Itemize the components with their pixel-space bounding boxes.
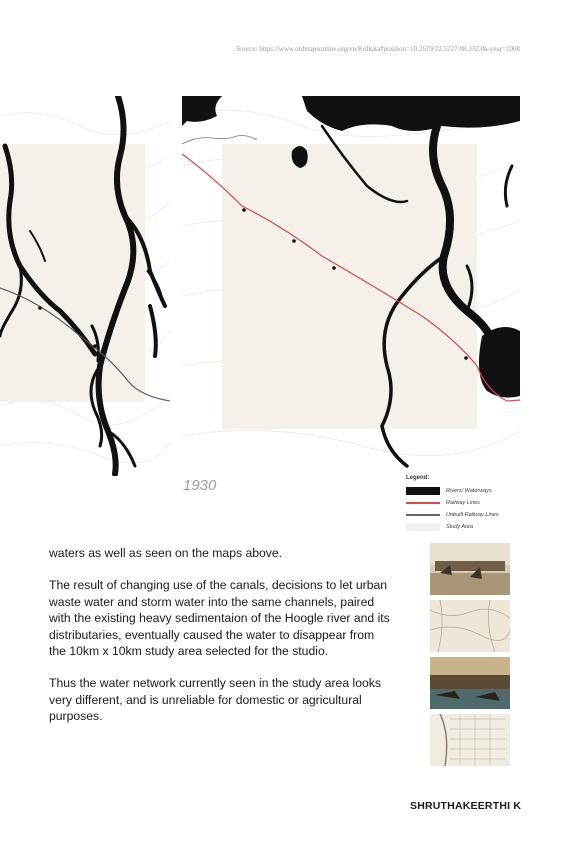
map-1930-left (0, 96, 170, 476)
legend-item-unbuilt-railway (406, 509, 536, 521)
historic-map-sketch (430, 600, 510, 652)
map-1930-right (182, 96, 520, 476)
map-legend (406, 475, 536, 533)
author-name: SHRUTHAKEERTHI K (410, 800, 522, 812)
north-arrow-icon (155, 456, 170, 476)
legend-label: Rivers/ Waterways (446, 488, 492, 494)
body-text (49, 545, 394, 741)
legend-swatch-study-area (406, 523, 440, 531)
legend-item-rivers (406, 485, 536, 497)
paragraph: waters as well as seen on the maps above. (49, 546, 283, 560)
paragraph: The result of changing use of the canals, decisions to let urban waste water and storm water into the same channels, paired with the existing heavy sedimentaion of the Hoogle river and its distributaries, eventually caused the water to disappear from the 10km x 10km study area selected for the studio. (49, 578, 390, 659)
legend-swatch-railway (406, 499, 440, 507)
legend-item-study-area (406, 521, 536, 533)
paragraph: Thus the water network currently seen in the study area looks very different, and is unreliable for domestic or agricultural purposes. (49, 676, 381, 724)
north-arrow-icon (504, 456, 520, 476)
source-citation: Source: https://www.oldmapsonline.org/en/Kolkata#position=10.2619/22.5227/88.3323&-year=1908 (236, 45, 520, 53)
legend-label: Study Area (446, 524, 474, 530)
legend-title: Legend: (406, 475, 430, 481)
legend-item-railway (406, 497, 536, 509)
historic-photo-strip (430, 543, 510, 771)
map-year-label: 1930 (183, 477, 217, 494)
map-right-canvas (182, 96, 520, 476)
legend-swatch-rivers (406, 487, 440, 495)
legend-swatch-unbuilt-railway (406, 511, 440, 519)
historic-map-city (430, 714, 510, 766)
historic-photo-ghat (430, 657, 510, 709)
historic-photo-river-boats (430, 543, 510, 595)
legend-label: Unbuilt Railway Lines (446, 512, 499, 518)
legend-label: Railway Lines (446, 500, 480, 506)
map-left-canvas (0, 96, 170, 476)
